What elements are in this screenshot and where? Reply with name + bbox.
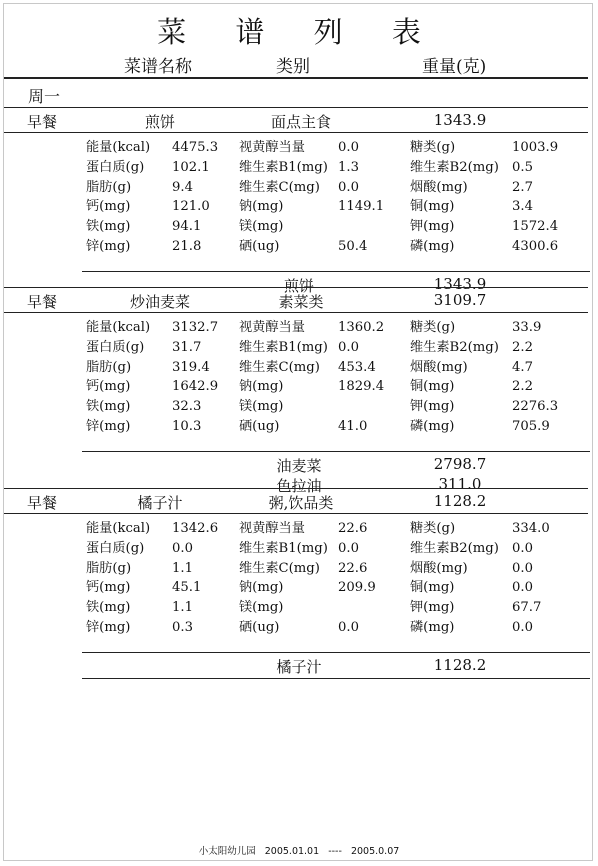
nutrient-label: 铜(mg) — [410, 580, 455, 596]
nutrient-value: 1.1 — [172, 600, 193, 616]
nutrient-value: 41.0 — [338, 419, 368, 434]
nutrient-label: 维生素C(mg) — [239, 359, 320, 375]
nutrient-value: 22.6 — [338, 521, 368, 536]
dish-category: 面点主食 — [270, 113, 331, 131]
nutrient-value: 1342.6 — [172, 521, 219, 536]
page-title: 菜 谱 列 表 — [157, 15, 441, 49]
nutrient-label: 能量(kcal) — [86, 320, 151, 335]
dish-weight: 3109.7 — [433, 291, 487, 309]
ingredient-top-line — [82, 271, 590, 272]
nutrient-label: 脂肪(g) — [86, 359, 132, 375]
nutrient-value: 22.6 — [338, 560, 368, 576]
nutrient-value: 21.8 — [172, 239, 202, 254]
footer-separator: ---- — [328, 846, 342, 857]
nutrient-value: 31.7 — [172, 339, 202, 355]
nutrient-value: 50.4 — [338, 239, 368, 254]
ingredient-name: 橘子汁 — [276, 657, 322, 676]
nutrient-value: 1003.9 — [512, 140, 559, 155]
meal-top-line — [4, 488, 588, 489]
header-divider — [4, 77, 588, 79]
nutrient-label: 视黄醇当量 — [239, 521, 305, 536]
nutrient-label: 钠(mg) — [239, 580, 284, 596]
nutrient-label: 钾(mg) — [410, 219, 455, 235]
footer-start-date: 2005.01.01 — [264, 846, 320, 857]
dish-weight: 1128.2 — [433, 492, 487, 510]
nutrient-value: 3132.7 — [172, 320, 219, 335]
nutrient-value: 319.4 — [172, 359, 210, 375]
meal-nutrition-line — [4, 312, 588, 313]
dish-weight: 1343.9 — [433, 111, 487, 129]
nutrient-value: 0.0 — [338, 339, 359, 355]
nutrient-value: 2.7 — [512, 179, 533, 195]
nutrient-label: 维生素B2(mg) — [410, 540, 499, 556]
nutrient-value: 0.0 — [512, 580, 533, 596]
nutrient-value: 0.0 — [512, 540, 533, 556]
meal-top-line — [4, 107, 588, 108]
nutrient-label: 能量(kcal) — [86, 140, 151, 155]
nutrient-label: 硒(ug) — [239, 620, 280, 635]
nutrient-label: 钠(mg) — [239, 199, 284, 215]
header-dish-name: 菜谱名称 — [124, 57, 192, 77]
header-category: 类别 — [276, 57, 310, 77]
nutrient-label: 钾(mg) — [410, 600, 455, 616]
nutrient-label: 糖类(g) — [410, 521, 456, 536]
nutrient-label: 锌(mg) — [86, 419, 131, 434]
nutrient-value: 0.0 — [512, 560, 533, 576]
ingredient-weight: 1128.2 — [433, 655, 487, 674]
nutrient-value: 209.9 — [338, 580, 376, 596]
nutrient-value: 0.0 — [338, 540, 359, 556]
nutrient-label: 糖类(g) — [410, 140, 456, 155]
nutrient-label: 烟酸(mg) — [410, 560, 468, 576]
nutrient-label: 铜(mg) — [410, 199, 455, 215]
nutrient-label: 钙(mg) — [86, 580, 131, 596]
nutrient-value: 94.1 — [172, 219, 202, 235]
nutrient-label: 钙(mg) — [86, 379, 131, 395]
nutrient-label: 磷(mg) — [410, 239, 455, 254]
dish-name: 橘子汁 — [137, 494, 183, 512]
nutrient-label: 磷(mg) — [410, 419, 455, 434]
nutrient-value: 0.0 — [338, 179, 359, 195]
ingredient-top-line — [82, 451, 590, 452]
nutrient-value: 102.1 — [172, 159, 210, 175]
nutrient-label: 脂肪(g) — [86, 179, 132, 195]
ingredient-name: 煎饼 — [283, 276, 314, 295]
nutrient-value: 0.0 — [512, 620, 533, 635]
meal-nutrition-line — [4, 132, 588, 133]
nutrient-value: 67.7 — [512, 600, 542, 616]
nutrient-value: 453.4 — [338, 359, 376, 375]
nutrient-label: 糖类(g) — [410, 320, 456, 335]
ingredient-bottom-line — [82, 678, 590, 679]
nutrient-value: 121.0 — [172, 199, 210, 215]
nutrient-label: 钙(mg) — [86, 199, 131, 215]
nutrient-value: 3.4 — [512, 199, 533, 215]
nutrient-label: 视黄醇当量 — [239, 140, 305, 155]
nutrient-label: 维生素B2(mg) — [410, 159, 499, 175]
nutrient-value: 45.1 — [172, 580, 202, 596]
nutrient-value: 705.9 — [512, 419, 550, 434]
nutrient-value: 0.0 — [338, 140, 359, 155]
nutrient-label: 镁(mg) — [239, 399, 284, 415]
nutrient-label: 铁(mg) — [86, 399, 131, 415]
nutrient-label: 钠(mg) — [239, 379, 284, 395]
nutrient-value: 1572.4 — [512, 219, 559, 235]
nutrient-label: 铜(mg) — [410, 379, 455, 395]
nutrient-label: 维生素C(mg) — [239, 179, 320, 195]
meal-top-line — [4, 287, 588, 288]
nutrient-value: 1.3 — [338, 159, 359, 175]
nutrient-label: 维生素B2(mg) — [410, 339, 499, 355]
footer-end-date: 2005.0.07 — [350, 846, 400, 857]
nutrient-value: 0.0 — [338, 620, 359, 635]
nutrient-value: 10.3 — [172, 419, 202, 434]
nutrient-value: 4.7 — [512, 359, 533, 375]
nutrient-label: 脂肪(g) — [86, 560, 132, 576]
ingredient-top-line — [82, 652, 590, 653]
nutrient-value: 1149.1 — [338, 199, 385, 215]
nutrient-value: 1360.2 — [338, 320, 385, 335]
nutrient-value: 0.3 — [172, 620, 193, 635]
footer — [0, 843, 598, 857]
nutrient-label: 维生素B1(mg) — [239, 339, 328, 355]
nutrient-label: 镁(mg) — [239, 600, 284, 616]
dish-category: 粥,饮品类 — [268, 494, 334, 512]
nutrient-label: 维生素B1(mg) — [239, 159, 328, 175]
nutrient-label: 维生素C(mg) — [239, 560, 320, 576]
nutrient-label: 硒(ug) — [239, 239, 280, 254]
dish-name: 炒油麦菜 — [129, 293, 190, 311]
nutrient-label: 铁(mg) — [86, 600, 131, 616]
nutrient-value: 9.4 — [172, 179, 193, 195]
nutrient-value: 2.2 — [512, 379, 533, 395]
nutrient-value: 0.5 — [512, 159, 533, 175]
nutrient-label: 蛋白质(g) — [86, 339, 145, 355]
ingredient-weight: 311.0 — [438, 474, 482, 493]
meal-type: 早餐 — [27, 494, 58, 512]
meal-type: 早餐 — [27, 113, 58, 131]
ingredient-name: 色拉油 — [276, 476, 322, 495]
nutrient-label: 钾(mg) — [410, 399, 455, 415]
nutrient-label: 蛋白质(g) — [86, 540, 145, 556]
nutrient-value: 33.9 — [512, 320, 542, 335]
nutrient-label: 铁(mg) — [86, 219, 131, 235]
nutrient-value: 1829.4 — [338, 379, 385, 395]
nutrient-label: 视黄醇当量 — [239, 320, 305, 335]
ingredient-weight: 2798.7 — [433, 454, 487, 473]
nutrient-value: 2276.3 — [512, 399, 559, 415]
nutrient-label: 硒(ug) — [239, 419, 280, 434]
nutrient-value: 0.0 — [172, 540, 193, 556]
header-weight: 重量(克) — [422, 57, 487, 77]
meal-nutrition-line — [4, 513, 588, 514]
nutrient-label: 磷(mg) — [410, 620, 455, 635]
day-label: 周一 — [28, 87, 61, 106]
nutrient-value: 2.2 — [512, 339, 533, 355]
ingredient-weight: 1343.9 — [433, 274, 487, 293]
nutrient-label: 烟酸(mg) — [410, 179, 468, 195]
nutrient-value: 334.0 — [512, 521, 550, 536]
nutrient-label: 维生素B1(mg) — [239, 540, 328, 556]
dish-category: 素菜类 — [278, 293, 324, 311]
nutrient-label: 镁(mg) — [239, 219, 284, 235]
nutrient-value: 1642.9 — [172, 379, 219, 395]
nutrient-label: 蛋白质(g) — [86, 159, 145, 175]
nutrient-value: 32.3 — [172, 399, 202, 415]
nutrient-value: 4475.3 — [172, 140, 219, 155]
nutrient-label: 锌(mg) — [86, 239, 131, 254]
nutrient-label: 烟酸(mg) — [410, 359, 468, 375]
dish-name: 煎饼 — [144, 113, 175, 131]
nutrient-label: 能量(kcal) — [86, 521, 151, 536]
meal-type: 早餐 — [27, 293, 58, 311]
nutrient-value: 4300.6 — [512, 239, 559, 254]
ingredient-name: 油麦菜 — [276, 456, 322, 475]
nutrient-value: 1.1 — [172, 560, 193, 576]
footer-org: 小太阳幼儿园 — [198, 846, 256, 857]
nutrient-label: 锌(mg) — [86, 620, 131, 635]
